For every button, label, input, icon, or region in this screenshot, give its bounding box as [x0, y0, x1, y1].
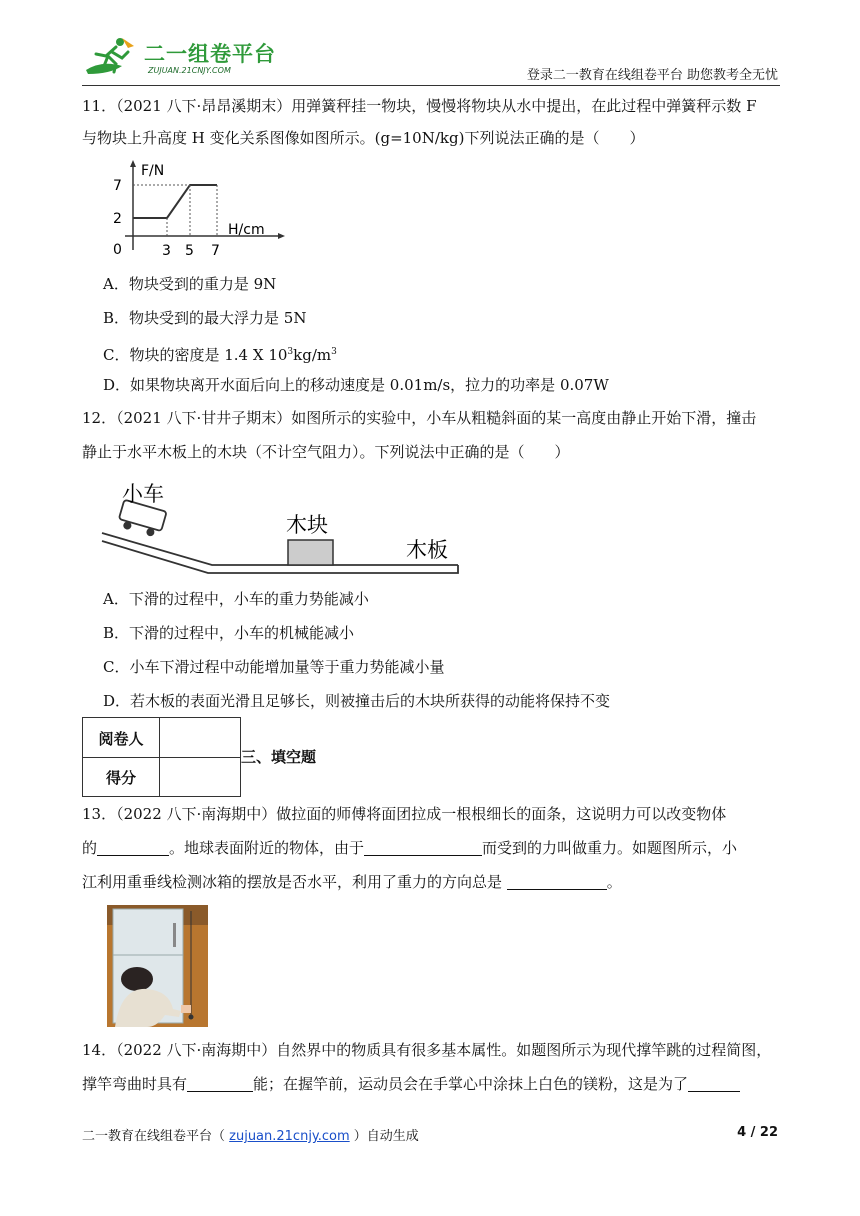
q12-option-b[interactable]: B．下滑的过程中，小车的机械能减小 [103, 624, 355, 642]
q11-option-a[interactable]: A．物块受到的重力是 9N [103, 275, 277, 293]
q11-option-c-sup1: 3 [287, 347, 294, 357]
q11-option-c-text: C．物块的密度是 1.4 X 10 [103, 346, 288, 364]
y-axis-arrow [130, 160, 136, 167]
q14-blank-1[interactable] [187, 1075, 253, 1092]
q11-option-c-sup2: 3 [331, 347, 337, 357]
car-label: 小车 [122, 482, 164, 506]
q12-stem-line1: 12．（2021 八下·甘井子期末）如图所示的实验中，小车从粗糙斜面的某一高度由静止开始下滑，撞击 [82, 409, 757, 427]
q12-stem-line2: 静止于水平木板上的木块（不计空气阻力）。下列说法中正确的是（ ） [82, 443, 570, 461]
y-axis-label: F/N [141, 163, 165, 179]
force-line [133, 185, 217, 218]
slope-top [102, 533, 458, 565]
reviewer-label: 阅卷人 [98, 730, 144, 748]
q13-text-b: 。地球表面附近的物体，由于 [169, 839, 365, 857]
q11-option-b[interactable]: B．物块受到的最大浮力是 5N [103, 309, 307, 327]
y-tick-7: 7 [113, 178, 122, 194]
q11-option-c-unit: kg/m [293, 346, 332, 364]
q13-blank-2[interactable] [364, 839, 482, 856]
logo-text: 二一组卷平台 [144, 42, 276, 66]
x-tick-5: 5 [185, 243, 194, 259]
q14-stem-line2 [82, 1073, 740, 1095]
footer-prefix: 二一教育在线组卷平台（ [82, 1129, 230, 1144]
q13-blank-1[interactable] [97, 839, 169, 856]
q12-option-a[interactable]: A．下滑的过程中，小车的重力势能减小 [103, 590, 369, 608]
q13-text-c: 而受到的力叫做重力。如题图所示，小 [482, 839, 738, 857]
q13-blank-3[interactable] [507, 873, 607, 890]
q13-text-a: 的 [82, 839, 98, 857]
logo-url-text: ZUJUAN.21CNJY.COM [148, 66, 231, 75]
block-shape [288, 540, 333, 565]
score-label: 得分 [105, 769, 136, 787]
board-label: 木板 [406, 538, 448, 562]
origin-label: 0 [113, 242, 122, 258]
block-label: 木块 [286, 513, 328, 537]
footer-link[interactable]: zujuan.21cnjy.com [229, 1129, 350, 1144]
q11-stem-line1: 11．（2021 八下·昂昂溪期末）用弹簧秤挂一物块，慢慢将物块从水中提出，在此过程中弹簧秤示数 F [82, 97, 757, 115]
q12-figure [100, 475, 465, 580]
q13-text-e: 。 [606, 873, 622, 891]
x-tick-7: 7 [211, 243, 220, 259]
logo [82, 32, 282, 84]
q13-photo [107, 905, 208, 1027]
q11-stem-line2: 与物块上升高度 H 变化关系图像如图所示。(g=10N/kg)下列说法正确的是（ ） [82, 129, 645, 147]
q13-stem-line1: 13．（2022 八下·南海期中）做拉面的师傅将面团拉成一根根细长的面条，这说明力可以改变物体 [82, 805, 727, 823]
score-table [82, 717, 241, 797]
runner-logo-icon [82, 36, 142, 80]
x-axis-label: H/cm [228, 222, 265, 238]
q14-blank-2[interactable] [688, 1075, 740, 1092]
q12-option-c[interactable]: C．小车下滑过程中动能增加量等于重力势能减小量 [103, 658, 445, 676]
q14-stem-line1: 14．（2022 八下·南海期中）自然界中的物质具有很多基本属性。如题图所示为现代撑竿跳的过程简图， [82, 1041, 772, 1059]
x-tick-3: 3 [162, 243, 171, 259]
header-divider [82, 85, 780, 86]
x-axis-arrow [278, 233, 285, 239]
page-number: 4 / 22 [737, 1125, 778, 1140]
q11-option-c[interactable] [103, 341, 337, 366]
q11-graph [105, 158, 290, 263]
q12-option-d[interactable]: D．若木板的表面光滑且足够长，则被撞击后的木块所获得的动能将保持不变 [103, 692, 611, 710]
q13-stem-line3 [82, 871, 622, 893]
y-tick-2: 2 [113, 211, 122, 227]
table-hdivider [83, 757, 240, 758]
section-title: 三、填空题 [241, 748, 317, 766]
q14-text-a: 撑竿弯曲时具有 [82, 1075, 188, 1093]
q11-option-d[interactable]: D．如果物块离开水面后向上的移动速度是 0.01m/s，拉力的功率是 0.07W [103, 376, 609, 394]
q13-text-d: 江利用重垂线检测冰箱的摆放是否水平，利用了重力的方向总是 [82, 873, 507, 891]
q14-text-b: 能；在握竿前，运动员会在手掌心中涂抹上白色的镁粉，这是为了 [253, 1075, 689, 1093]
footer-suffix: ）自动生成 [349, 1129, 419, 1144]
header-slogan: 登录二一教育在线组卷平台 助您教考全无忧 [526, 68, 778, 83]
slope-bottom [102, 541, 458, 573]
footer-source [82, 1125, 419, 1144]
q13-stem-line2 [82, 837, 737, 859]
